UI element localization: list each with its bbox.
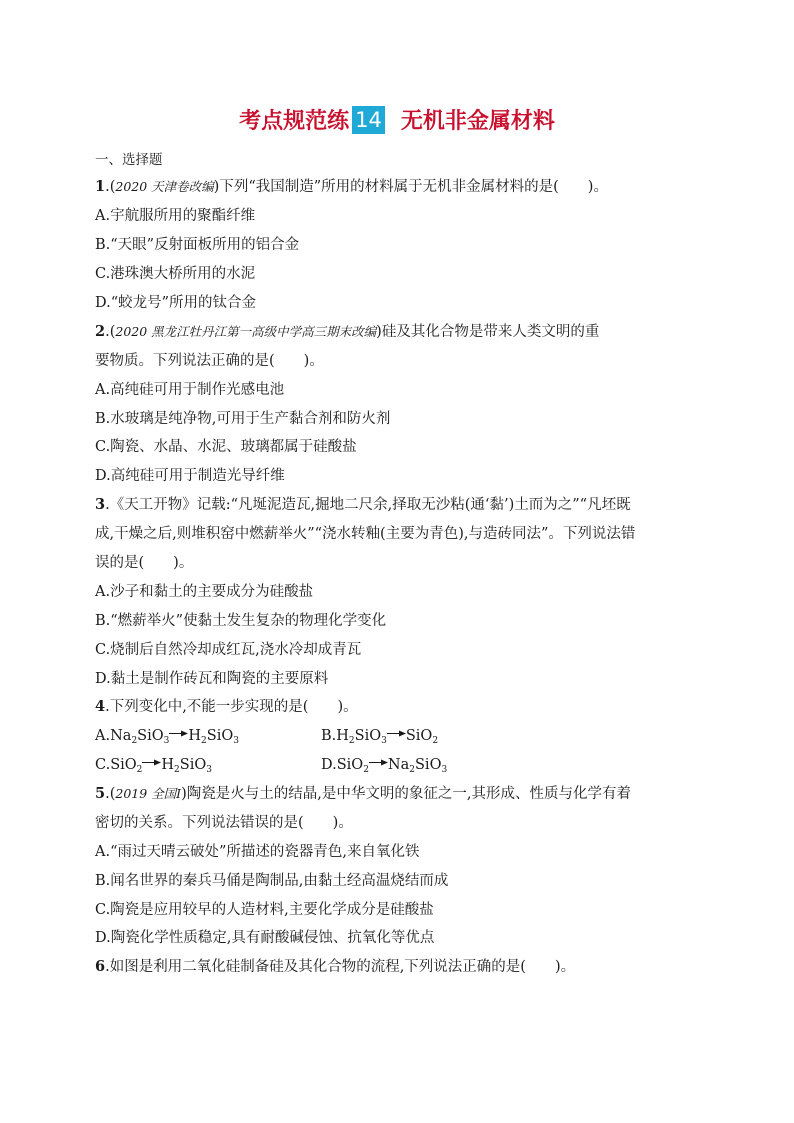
product-formula bbox=[188, 728, 239, 744]
q1-option-c: C.港珠澳大桥所用的水泥 bbox=[95, 266, 256, 282]
q4-number: 4 bbox=[95, 698, 106, 715]
q2-number: 2 bbox=[95, 323, 106, 340]
q1-number: 1 bbox=[95, 178, 106, 195]
q5-option-b: B.闻名世界的秦兵马俑是陶制品,由黏土经高温烧结而成 bbox=[95, 873, 449, 889]
q5-number: 5 bbox=[95, 785, 106, 802]
formula-subscript: 2 bbox=[201, 736, 207, 746]
q3-option-d: D.黏土是制作砖瓦和陶瓷的主要原料 bbox=[95, 671, 329, 687]
product-formula bbox=[388, 757, 447, 773]
q3-stem-line-1: 3.《天工开物》记载:“凡埏泥造瓦,掘地二尺余,择取无沙粘(通‘黏’)土而为之”“凡坯既 bbox=[95, 496, 631, 513]
formula-symbol: SiO bbox=[110, 757, 137, 773]
q3-number: 3 bbox=[95, 496, 106, 513]
formula-symbol: SiO bbox=[179, 757, 207, 773]
q1-option-a: A.宇航服所用的聚酯纤维 bbox=[95, 208, 256, 224]
section-heading: 一、选择题 bbox=[95, 152, 163, 168]
formula-symbol: H bbox=[188, 728, 202, 744]
q2-stem-line-2: 要物质。下列说法正确的是( )。 bbox=[95, 353, 324, 369]
q4-options-row-1 bbox=[95, 726, 439, 746]
q2-option-c: C.陶瓷、水晶、水泥、玻璃都属于硅酸盐 bbox=[95, 439, 357, 455]
option-label: D. bbox=[321, 757, 337, 773]
formula-subscript: 2 bbox=[136, 765, 143, 775]
formula-subscript: 2 bbox=[409, 765, 415, 775]
q4-stem: 4.下列变化中,不能一步实现的是( )。 bbox=[95, 698, 358, 715]
formula-subscript: 2 bbox=[131, 736, 138, 746]
q5-source: 2019 全国Ⅰ bbox=[115, 786, 182, 801]
formula-symbol: H bbox=[336, 728, 349, 744]
q1-stem: 1.(2020 天津卷改编)下列“我国制造”所用的材料属于无机非金属材料的是( )。 bbox=[95, 178, 608, 195]
formula-symbol: SiO bbox=[354, 728, 382, 744]
formula-subscript: 2 bbox=[174, 765, 180, 775]
q4-option-b bbox=[321, 726, 438, 746]
q2-option-a: A.高纯硅可用于制作光感电池 bbox=[95, 382, 285, 398]
formula-subscript: 3 bbox=[233, 736, 239, 746]
formula-subscript: 2 bbox=[363, 765, 369, 775]
option-label: A. bbox=[95, 728, 111, 744]
reaction-arrow-icon bbox=[169, 729, 188, 738]
product-formula bbox=[406, 728, 438, 744]
formula-symbol: SiO bbox=[405, 728, 433, 744]
formula-symbol: SiO bbox=[206, 728, 234, 744]
q2-stem-line-1: 2.(2020 黑龙江牡丹江第一高级中学高三期末改编)硅及其化合物是带来人类文明的重 bbox=[95, 323, 600, 340]
q4-option-d bbox=[321, 755, 447, 775]
q6-number: 6 bbox=[95, 958, 106, 975]
formula-symbol: SiO bbox=[415, 757, 442, 773]
reactant-formula bbox=[336, 728, 387, 744]
reactant-formula bbox=[110, 757, 142, 773]
formula-subscript: 3 bbox=[381, 736, 387, 746]
q3-stem-line-3: 误的是( )。 bbox=[95, 555, 194, 571]
q2-option-d: D.高纯硅可用于制造光导纤维 bbox=[95, 468, 285, 484]
q1-source: 2020 天津卷改编 bbox=[115, 179, 214, 194]
option-label: C. bbox=[95, 757, 111, 773]
q3-option-a: A.沙子和黏土的主要成分为硅酸盐 bbox=[95, 584, 314, 600]
reactant-formula bbox=[337, 757, 369, 773]
q5-option-c: C.陶瓷是应用较早的人造材料,主要化学成分是硅酸盐 bbox=[95, 902, 434, 918]
formula-symbol: H bbox=[161, 757, 175, 773]
formula-symbol: SiO bbox=[137, 728, 164, 744]
formula-symbol: Na bbox=[110, 728, 132, 744]
q5-option-d: D.陶瓷化学性质稳定,具有耐酸碱侵蚀、抗氧化等优点 bbox=[95, 930, 435, 946]
q1-option-b: B.“天眼”反射面板所用的铝合金 bbox=[95, 237, 300, 253]
q4-option-a bbox=[95, 728, 239, 744]
q2-option-b: B.水玻璃是纯净物,可用于生产黏合剂和防火剂 bbox=[95, 411, 391, 427]
q4-options-row-2 bbox=[95, 755, 448, 775]
formula-subscript: 3 bbox=[163, 736, 170, 746]
formula-subscript: 3 bbox=[441, 765, 448, 775]
formula-subscript: 2 bbox=[432, 736, 439, 746]
q3-stem-line-2: 成,干燥之后,则堆积窑中燃薪举火”“浇水转釉(主要为青色),与造砖同法”。下列说法错 bbox=[95, 526, 636, 542]
title-right: 无机非金属材料 bbox=[400, 109, 555, 134]
reactant-formula bbox=[110, 728, 169, 744]
option-label: B. bbox=[321, 728, 337, 744]
q5-stem-line-2: 密切的关系。下列说法错误的是( )。 bbox=[95, 815, 353, 831]
formula-symbol: Na bbox=[387, 757, 410, 773]
q4-option-c bbox=[95, 757, 212, 773]
q5-stem-line-1: 5.(2019 全国Ⅰ)陶瓷是火与土的结晶,是中华文明的象征之一,其形成、性质与化学有着 bbox=[95, 785, 631, 802]
q6-stem: 6.如图是利用二氧化硅制备硅及其化合物的流程,下列说法正确的是( )。 bbox=[95, 958, 576, 975]
formula-subscript: 2 bbox=[348, 736, 355, 746]
page-title bbox=[0, 106, 794, 137]
q5-option-a: A.“雨过天晴云破处”所描述的瓷器青色,来自氧化铁 bbox=[95, 844, 420, 860]
formula-symbol: SiO bbox=[336, 757, 364, 773]
product-formula bbox=[161, 757, 212, 773]
reaction-arrow-icon bbox=[142, 758, 161, 767]
q1-option-d: D.“蛟龙号”所用的钛合金 bbox=[95, 295, 257, 311]
title-number-badge: 14 bbox=[352, 106, 385, 134]
q3-option-b: B.“燃薪举火”使黏土发生复杂的物理化学变化 bbox=[95, 613, 387, 629]
q3-option-c: C.烧制后自然冷却成红瓦,浇水冷却成青瓦 bbox=[95, 642, 362, 658]
reaction-arrow-icon bbox=[369, 758, 388, 767]
formula-subscript: 3 bbox=[206, 765, 212, 775]
reaction-arrow-icon bbox=[387, 729, 406, 738]
q2-source: 2020 黑龙江牡丹江第一高级中学高三期末改编 bbox=[115, 324, 377, 339]
title-left: 考点规范练 bbox=[239, 109, 350, 134]
